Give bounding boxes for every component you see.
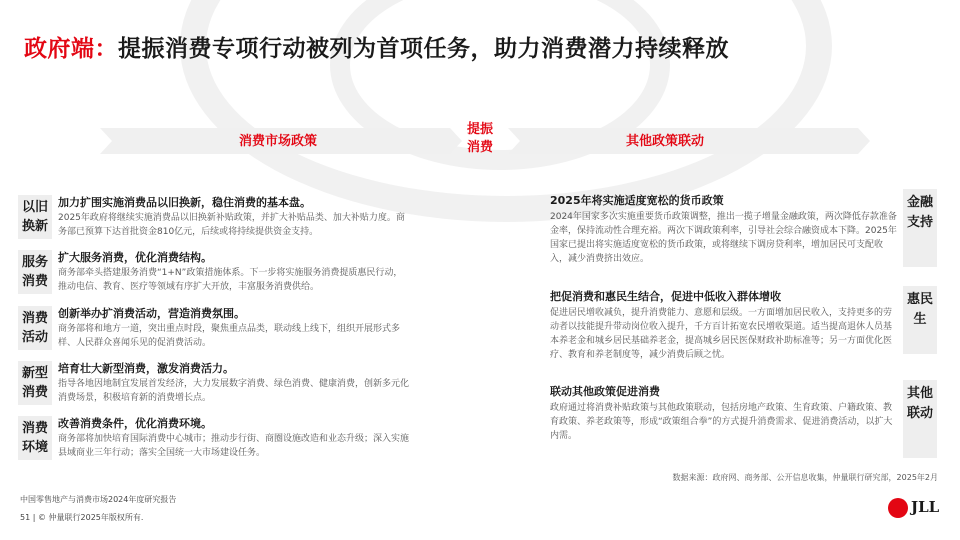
left-item-body: 商务部将和地方一道，突出重点时段，聚焦重点品类，联动线上线下，组织开展形式多样、人民群众喜闻乐见的促消费活动。 bbox=[58, 324, 401, 348]
left-item-heading: 培育壮大新型消费，激发消费活力。 bbox=[58, 362, 234, 375]
right-item-body: 2024年国家多次实施重要货币政策调整，推出一揽子增量金融政策，两次降低存款准备金率，保持流动性合理充裕。两次下调政策利率，引导社会综合融资成本下降。2025年国家已提出将实施适度宽松的货币政策，或将继续下调房贷利率，增加居民可支配收入，减少消费挤出效应。 bbox=[550, 212, 897, 264]
left-item-heading: 改善消费条件，优化消费环境。 bbox=[58, 417, 212, 430]
right-section-label: 其他政策联动 bbox=[626, 134, 705, 149]
copyright-text: © 仲量联行2025年版权所有. bbox=[37, 513, 144, 522]
right-tag-livelihood: 惠民生 bbox=[903, 286, 937, 354]
page-title-accent: 政府端： bbox=[24, 36, 118, 62]
page-title bbox=[24, 30, 729, 63]
right-item-body: 政府通过将消费补贴政策与其他政策联动，包括房地产政策、生育政策、户籍政策、教育政策、养老政策等，形成“政策组合拳”的方式提升消费需求、促进消费活动，以扩大内需。 bbox=[550, 403, 893, 441]
jll-logo-text: JLL bbox=[911, 498, 940, 516]
page-title-main: 提振消费专项行动被列为首项任务，助力消费潜力持续释放 bbox=[118, 36, 729, 62]
footer-report-title: 中国零售地产与消费市场2024年度研究报告 bbox=[20, 495, 177, 504]
right-item-body: 促进居民增收减负，提升消费能力、意愿和层级。一方面增加居民收入，支持更多的劳动者以技能提升带动岗位收入提升，千方百计拓宽农民增收渠道。适当提高退休人员基本养老金和城乡居民基础养老金，提高城乡居民医保财政补助标准等；另一方面优化医疗、教育和养老制度等，减少消费后顾之忧。 bbox=[550, 308, 893, 360]
left-tag-new-consumption: 新型消费 bbox=[18, 361, 52, 405]
left-tag-trade-in: 以旧换新 bbox=[18, 195, 52, 239]
left-item-heading: 创新举办扩消费活动，营造消费氛围。 bbox=[58, 307, 245, 320]
left-tag-consumption-activities: 消费活动 bbox=[18, 306, 52, 350]
left-item-heading: 扩大服务消费，优化消费结构。 bbox=[58, 251, 212, 264]
left-tag-service-consumption: 服务消费 bbox=[18, 250, 52, 294]
right-item-heading: 2025年将实施适度宽松的货币政策 bbox=[550, 194, 724, 207]
left-tag-consumption-environment: 消费环境 bbox=[18, 416, 52, 460]
jll-logo-icon bbox=[888, 498, 908, 518]
footer-copyright: 51 | © 仲量联行2025年版权所有. bbox=[20, 513, 144, 522]
left-item-heading: 加力扩围实施消费品以旧换新，稳住消费的基本盘。 bbox=[58, 196, 311, 209]
left-item-body: 2025年政府将继续实施消费品以旧换新补贴政策，并扩大补贴品类、加大补贴力度。商务部已预算下达首批资金810亿元，后续或将持续提供资金支持。 bbox=[58, 213, 405, 237]
right-tag-financial-support: 金融支持 bbox=[903, 189, 937, 267]
right-tag-other-linkage: 其他联动 bbox=[903, 380, 937, 458]
left-item-body: 商务部牵头搭建服务消费“1+N”政策措施体系。下一步将实施服务消费提质惠民行动，推动电信、教育、医疗等领域有序扩大开放，丰富服务消费供给。 bbox=[58, 268, 403, 292]
page-number: 51 bbox=[20, 513, 31, 522]
data-source: 数据来源：政府网、商务部、公开信息收集，仲量联行研究部，2025年2月 bbox=[672, 473, 938, 482]
left-item-body: 指导各地因地制宜发展首发经济，大力发展数字消费、绿色消费、健康消费，创新多元化消费场景，积极培育新的消费增长点。 bbox=[58, 379, 410, 403]
right-item-heading: 联动其他政策促进消费 bbox=[550, 385, 660, 398]
left-section-label: 消费市场政策 bbox=[239, 134, 318, 149]
center-label: 提振消费 bbox=[466, 122, 493, 155]
jll-logo bbox=[888, 498, 944, 520]
right-item-heading: 把促消费和惠民生结合，促进中低收入群体增收 bbox=[550, 290, 781, 303]
left-item-body: 商务部将加快培育国际消费中心城市；推动步行街、商圈设施改造和业态升级；深入实施县域商业三年行动；落实全国统一大市场建设任务。 bbox=[58, 434, 410, 458]
